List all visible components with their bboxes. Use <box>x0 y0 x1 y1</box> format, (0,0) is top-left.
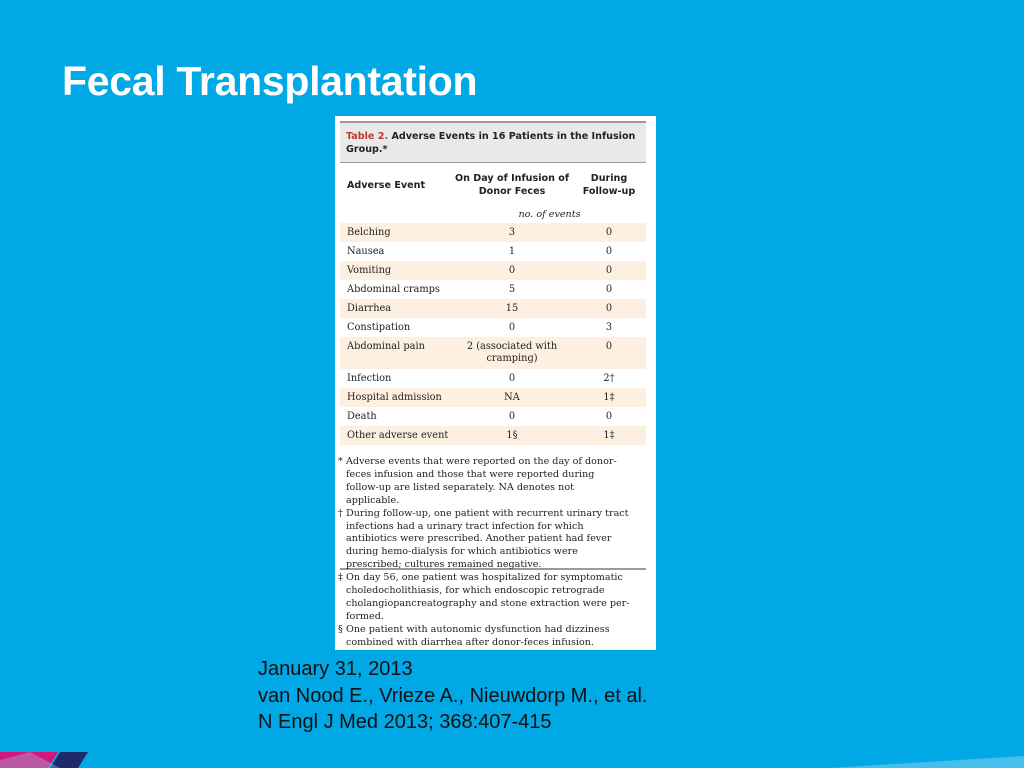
table-row <box>340 242 646 261</box>
cell-event: Other adverse event <box>347 429 449 441</box>
table-header <box>340 163 646 207</box>
footnote-text: Adverse events that were reported on the day of donor-feces infusion and those that were reported during follow-up are listed separately. NA denotes not applicable. <box>346 456 617 506</box>
cell-event: Hospital admission <box>347 391 442 403</box>
footnote-symbol: * <box>338 456 343 467</box>
cell-follow-up: 0 <box>605 283 613 295</box>
footnote <box>338 572 630 624</box>
table-row <box>340 369 646 388</box>
table-row <box>340 299 646 318</box>
footnote <box>338 624 630 650</box>
table-caption-label: Table 2. <box>346 131 389 142</box>
cell-follow-up: 0 <box>605 302 613 314</box>
cell-day-of-infusion: 1 <box>508 245 516 257</box>
table-figure <box>335 116 656 650</box>
decorative-bottom-strip <box>0 752 1024 768</box>
cell-follow-up: 0 <box>605 410 613 422</box>
footnote-text: During follow-up, one patient with recurrent urinary tract infections had a urinary tract infection for which antibiotics were prescribed. Another patient had fever during hemo-dialysis for which antibiotics were prescribed; cultures remained negative. <box>346 507 629 571</box>
cell-day-of-infusion: 1§ <box>506 429 518 441</box>
cell-event: Vomiting <box>347 264 392 276</box>
cell-day-of-infusion: 0 <box>508 264 516 276</box>
cell-follow-up: 2† <box>603 372 615 384</box>
header-follow-up: During Follow-up <box>582 173 636 197</box>
cell-follow-up: 3 <box>605 321 613 333</box>
cell-follow-up: 1‡ <box>603 391 615 403</box>
table-row <box>340 261 646 280</box>
table-row <box>340 337 646 369</box>
cell-follow-up: 0 <box>605 340 613 352</box>
cell-follow-up: 0 <box>605 226 613 238</box>
cell-event: Abdominal cramps <box>347 283 440 295</box>
cell-day-of-infusion: 2 (associated with cramping) <box>466 340 558 364</box>
cell-day-of-infusion: 3 <box>508 226 516 238</box>
strip-light-shape-right <box>830 756 1024 768</box>
citation-date: January 31, 2013 <box>258 658 413 680</box>
footnote-text: On day 56, one patient was hospitalized for symptomatic choledocholithiasis, for which endoscopic retrograde cholangiopancreatography and stone extraction were per-formed. <box>346 572 630 622</box>
cell-event: Abdominal pain <box>347 340 425 352</box>
table-body <box>340 223 646 445</box>
citation-journal: N Engl J Med 2013; 368:407-415 <box>258 711 552 733</box>
cell-event: Belching <box>347 226 391 238</box>
table-caption-text: Adverse Events in 16 Patients in the Infusion Group.* <box>346 131 636 155</box>
footnote-text: One patient with autonomic dysfunction had dizziness combined with diarrhea after donor-feces infusion. <box>346 623 610 648</box>
cell-day-of-infusion: 0 <box>508 372 516 384</box>
cell-follow-up: 1‡ <box>603 429 615 441</box>
footnote-symbol: ‡ <box>338 572 343 584</box>
table-row <box>340 318 646 337</box>
footnote-symbol: § <box>338 623 343 635</box>
cell-event: Death <box>347 410 377 422</box>
cell-day-of-infusion: 5 <box>508 283 516 295</box>
cell-follow-up: 0 <box>605 245 613 257</box>
cell-day-of-infusion: 15 <box>505 302 519 314</box>
cell-day-of-infusion: 0 <box>508 321 516 333</box>
table-footnotes <box>338 456 630 650</box>
units-label: no. of events <box>518 209 581 220</box>
table-row <box>340 388 646 407</box>
table-row <box>340 426 646 445</box>
citation <box>258 656 647 736</box>
cell-event: Constipation <box>347 321 411 333</box>
table-row <box>340 407 646 426</box>
cell-day-of-infusion: 0 <box>508 410 516 422</box>
table-row <box>340 280 646 299</box>
header-day-of-infusion: On Day of Infusion of Donor Feces <box>454 173 570 197</box>
footnote-symbol: † <box>338 507 343 519</box>
table-row <box>340 223 646 242</box>
table-caption <box>340 123 646 163</box>
footnote <box>338 508 630 573</box>
cell-day-of-infusion: NA <box>504 391 520 403</box>
cell-event: Nausea <box>347 245 385 257</box>
cell-event: Infection <box>347 372 392 384</box>
citation-authors: van Nood E., Vrieze A., Nieuwdorp M., et al. <box>258 684 648 707</box>
cell-follow-up: 0 <box>605 264 613 276</box>
footnote <box>338 456 630 508</box>
cell-event: Diarrhea <box>347 302 392 314</box>
header-adverse-event: Adverse Event <box>347 179 426 191</box>
slide-title: Fecal Transplantation <box>62 58 478 104</box>
